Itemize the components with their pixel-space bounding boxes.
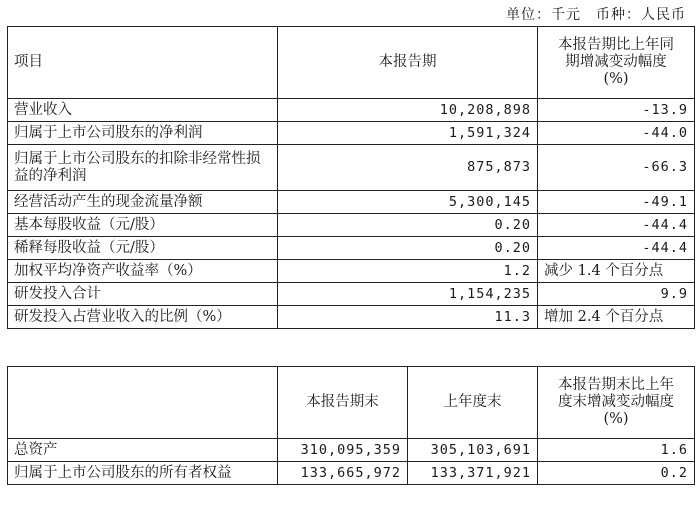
table-row	[8, 283, 695, 306]
row-prior: 133,371,921	[408, 462, 538, 485]
row-change: -66.3	[538, 145, 695, 191]
table-row	[8, 306, 695, 329]
header-change-line-3: (%)	[603, 71, 629, 87]
row-label: 经营活动产生的现金流量净额	[8, 191, 278, 214]
row-label: 基本每股收益（元/股）	[8, 214, 278, 237]
table-row	[8, 191, 695, 214]
row-value: 1,591,324	[278, 122, 538, 145]
table-row	[8, 214, 695, 237]
row-label: 稀释每股收益（元/股）	[8, 237, 278, 260]
key-metrics-table	[7, 26, 695, 329]
row-label: 营业收入	[8, 99, 278, 122]
header-change-line-1: 本报告期末比上年	[558, 377, 674, 393]
header-change-line-2: 期增减变动幅度	[565, 54, 667, 70]
table-row	[8, 462, 695, 485]
header-item	[8, 367, 278, 439]
table-row	[8, 99, 695, 122]
table-row	[8, 439, 695, 462]
row-change: 1.6	[538, 439, 695, 462]
table-row	[8, 145, 695, 191]
header-item: 项目	[8, 27, 278, 99]
row-value: 11.3	[278, 306, 538, 329]
row-label: 加权平均净资产收益率（%）	[8, 260, 278, 283]
row-value: 1,154,235	[278, 283, 538, 306]
table-row	[8, 237, 695, 260]
header-period: 本报告期	[278, 27, 538, 99]
header-change	[538, 367, 695, 439]
row-value: 10,208,898	[278, 99, 538, 122]
row-change: 减少 1.4 个百分点	[538, 260, 695, 283]
header-period-end: 本报告期末	[278, 367, 408, 439]
header-change-line-3: (%)	[603, 411, 629, 427]
row-change: -44.4	[538, 237, 695, 260]
row-change: -49.1	[538, 191, 695, 214]
row-change: -13.9	[538, 99, 695, 122]
unit-currency-note: 单位：千元 币种：人民币	[506, 7, 686, 23]
row-label: 总资产	[8, 439, 278, 462]
table-header-row	[8, 27, 695, 99]
header-change-line-1: 本报告期比上年同	[558, 37, 674, 53]
row-value: 875,873	[278, 145, 538, 191]
row-label: 归属于上市公司股东的净利润	[8, 122, 278, 145]
balance-sheet-table	[7, 366, 695, 485]
row-value: 0.20	[278, 237, 538, 260]
header-change	[538, 27, 695, 99]
row-change: 9.9	[538, 283, 695, 306]
row-label: 研发投入合计	[8, 283, 278, 306]
table-header-row	[8, 367, 695, 439]
row-change: 0.2	[538, 462, 695, 485]
row-current: 133,665,972	[278, 462, 408, 485]
row-change: -44.0	[538, 122, 695, 145]
table-row	[8, 122, 695, 145]
row-label: 研发投入占营业收入的比例（%）	[8, 306, 278, 329]
row-value: 1.2	[278, 260, 538, 283]
row-value: 0.20	[278, 214, 538, 237]
table-row	[8, 260, 695, 283]
header-prior-year-end: 上年度末	[408, 367, 538, 439]
row-change: -44.4	[538, 214, 695, 237]
row-prior: 305,103,691	[408, 439, 538, 462]
row-change: 增加 2.4 个百分点	[538, 306, 695, 329]
row-label: 归属于上市公司股东的所有者权益	[8, 462, 278, 485]
header-change-line-2: 度末增减变动幅度	[558, 394, 674, 410]
row-value: 5,300,145	[278, 191, 538, 214]
row-label: 归属于上市公司股东的扣除非经常性损益的净利润	[8, 145, 278, 191]
row-current: 310,095,359	[278, 439, 408, 462]
